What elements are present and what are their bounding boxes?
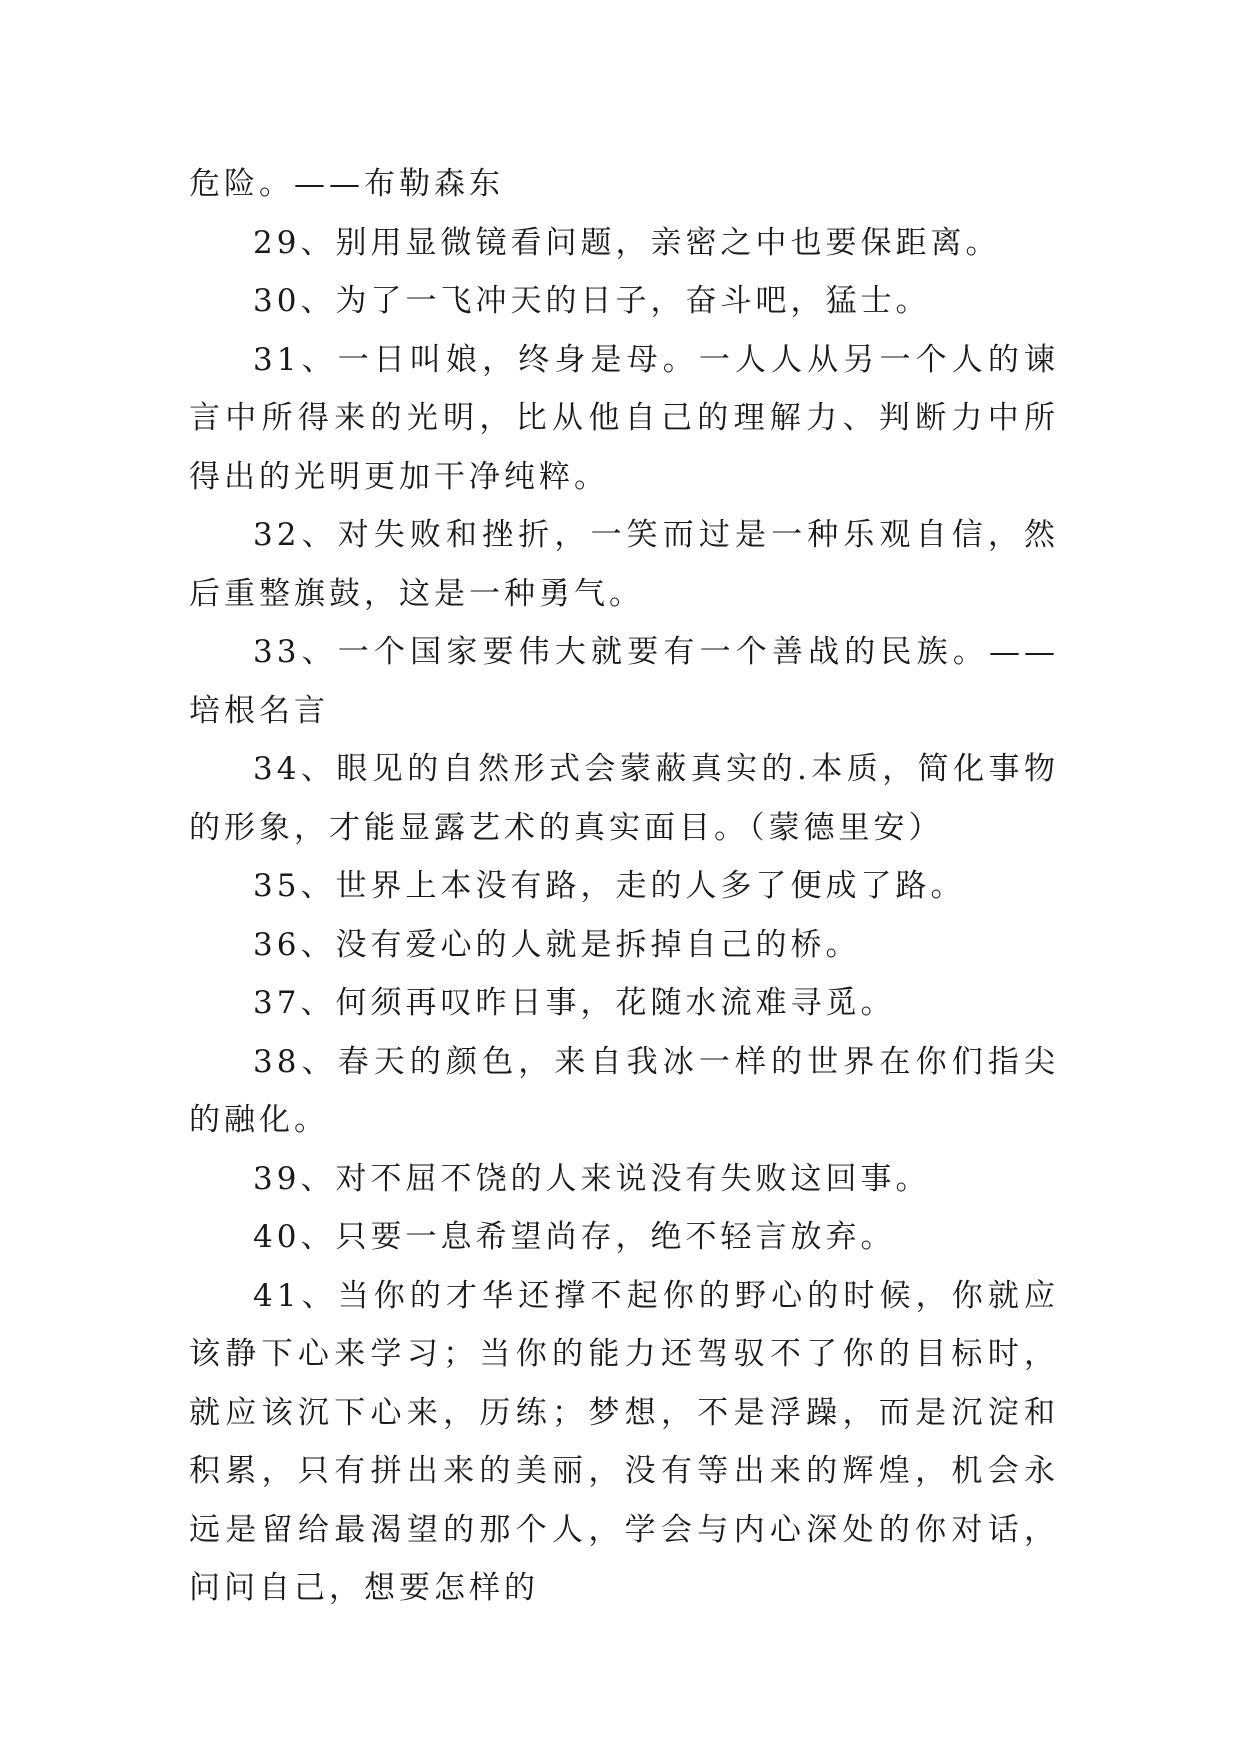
paragraph: 33、一个国家要伟大就要有一个善战的民族。——培根名言 xyxy=(189,634,1059,729)
paragraph: 39、对不屈不饶的人来说没有失败这回事。 xyxy=(253,1160,931,1197)
paragraph: 38、春天的颜色，来自我冰一样的世界在你们指尖的融化。 xyxy=(189,1043,1059,1138)
paragraph: 危险。——布勒森东 xyxy=(189,166,504,202)
paragraph: 32、对失败和挫折，一笑而过是一种乐观自信，然后重整旗鼓，这是一种勇气。 xyxy=(189,517,1059,612)
paragraph: 31、一日叫娘，终身是母。一人人从另一个人的谏言中所得来的光明，比从他自己的理解力、判断力中所得出的光明更加干净纯粹。 xyxy=(189,341,1059,495)
paragraph: 29、别用显微镜看问题，亲密之中也要保距离。 xyxy=(253,224,1001,261)
paragraph: 35、世界上本没有路，走的人多了便成了路。 xyxy=(253,868,966,904)
paragraph: 36、没有爱心的人就是拆掉自己的桥。 xyxy=(253,926,861,963)
paragraph: 37、何须再叹昨日事，花随水流难寻觅。 xyxy=(253,985,896,1021)
document-body xyxy=(189,155,1059,1618)
paragraph: 41、当你的才华还撑不起你的野心的时候，你就应该静下心来学习；当你的能力还驾驭不了你的目标时，就应该沉下心来，历练；梦想，不是浮躁，而是沉淀和积累，只有拼出来的美丽，没有等出来的辉煌，机会永远是留给最渴望的那个人，学会与内心深处的你对话，问问自己，想要怎样的 xyxy=(189,1277,1059,1606)
paragraph: 30、为了一飞冲天的日子，奋斗吧，猛士。 xyxy=(253,283,931,319)
paragraph: 40、只要一息希望尚存，绝不轻言放弃。 xyxy=(253,1219,896,1255)
paragraph: 34、眼见的自然形式会蒙蔽真实的.本质，简化事物的形象，才能显露艺术的真实面目。（蒙德里安） xyxy=(189,751,1059,846)
